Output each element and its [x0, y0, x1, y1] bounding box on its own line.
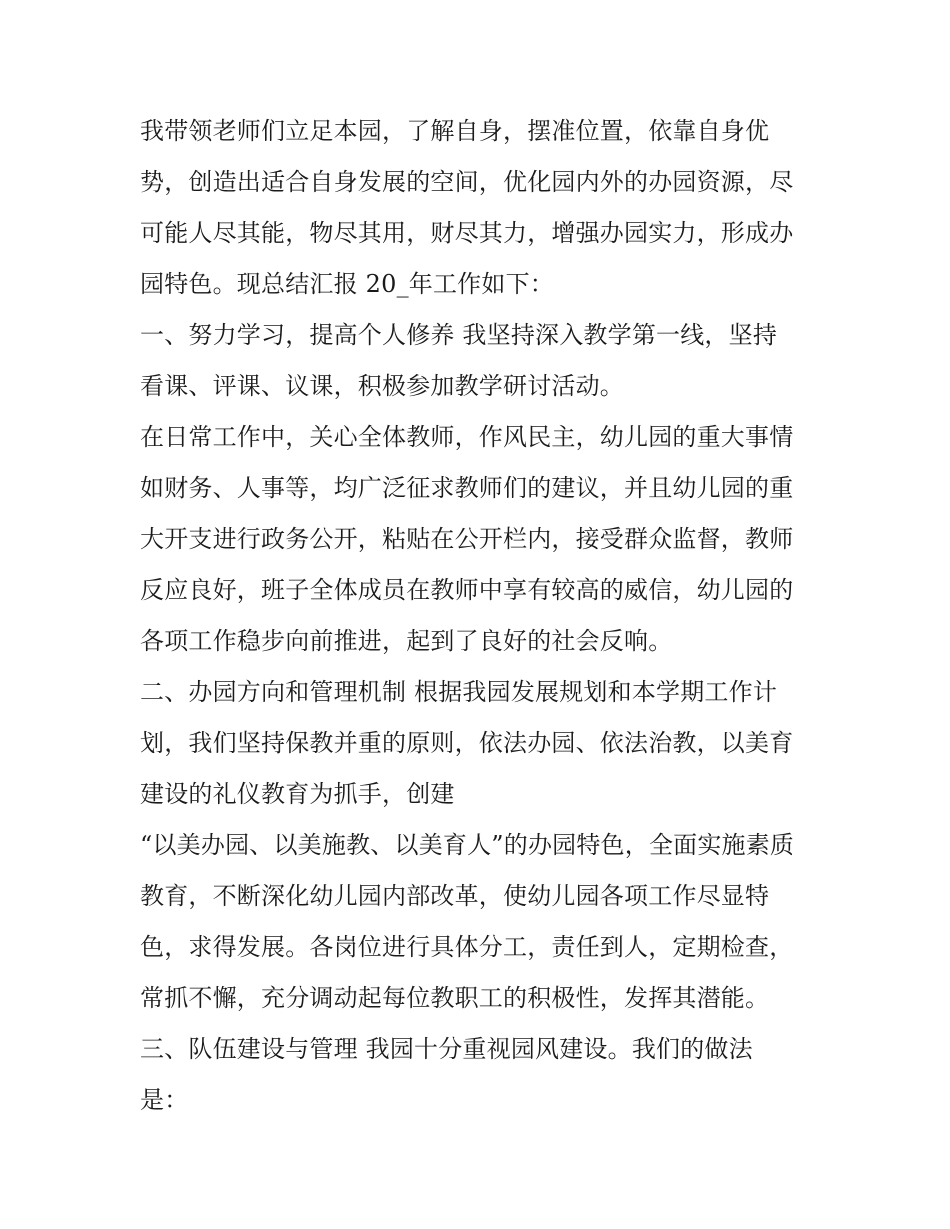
text-line: 色，求得发展。各岗位进行具体分工，责任到人，定期检查，: [140, 933, 794, 961]
section-heading-line: 二、办园方向和管理机制 根据我园发展规划和本学期工作计: [140, 678, 778, 706]
text-line: 各项工作稳步向前推进，起到了良好的社会反响。: [140, 627, 673, 655]
text-line: 反应良好，班子全体成员在教师中享有较高的威信，幼儿园的: [140, 576, 794, 604]
document-body: [140, 106, 820, 1126]
section-heading-line: 三、队伍建设与管理 我园十分重视园风建设。我们的做法: [140, 1035, 753, 1063]
text-line: 可能人尽其能，物尽其用，财尽其力，增强办园实力，形成办: [140, 219, 794, 247]
text-line: 如财务、人事等，均广泛征求教师们的建议，并且幼儿园的重: [140, 474, 794, 502]
text-line: 教育，不断深化幼儿园内部改革，使幼儿园各项工作尽显特: [140, 882, 770, 910]
text-line: 大开支进行政务公开，粘贴在公开栏内，接受群众监督，教师: [140, 525, 794, 553]
text-line: “以美办园、以美施教、以美育人”的办园特色，全面实施素质: [140, 831, 795, 859]
text-line: 园特色。现总结汇报 20_年工作如下：: [140, 270, 554, 298]
section-heading-line: 一、努力学习，提高个人修养 我坚持深入教学第一线，坚持: [140, 321, 778, 349]
text-line: 常抓不懈，充分调动起每位教职工的积极性，发挥其潜能。: [140, 984, 770, 1012]
text-line: 我带领老师们立足本园，了解自身，摆准位置，依靠自身优: [140, 117, 770, 145]
text-line: 看课、评课、议课，积极参加教学研讨活动。: [140, 372, 624, 400]
text-line: 划，我们坚持保教并重的原则，依法办园、依法治教，以美育: [140, 729, 794, 757]
text-line: 是：: [140, 1086, 189, 1114]
text-line: 在日常工作中，关心全体教师，作风民主，幼儿园的重大事情: [140, 423, 794, 451]
text-line: 势，创造出适合自身发展的空间，优化园内外的办园资源，尽: [140, 168, 794, 196]
text-line: 建设的礼仪教育为抓手，创建: [140, 780, 455, 808]
